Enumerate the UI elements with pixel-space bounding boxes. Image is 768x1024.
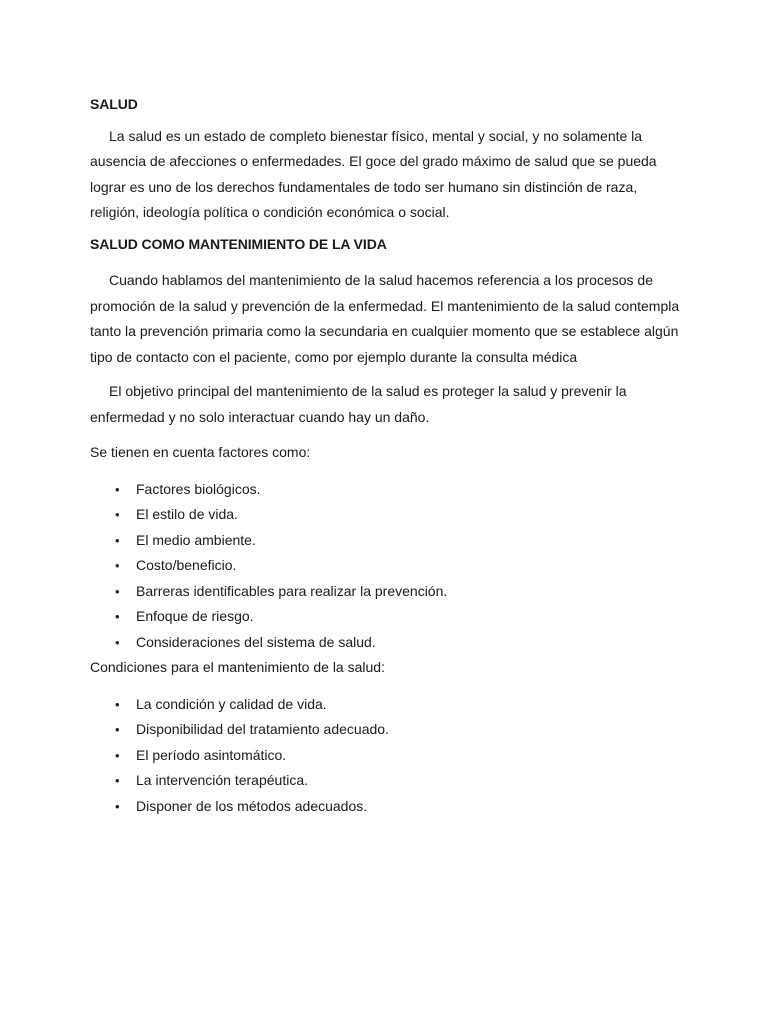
heading-salud: SALUD — [90, 96, 138, 112]
condiciones-intro: Condiciones para el mantenimiento de la salud: — [90, 659, 385, 675]
bullet-icon: • — [115, 722, 120, 737]
list-item: • La intervención terapéutica. — [90, 768, 680, 794]
bullet-icon: • — [115, 609, 120, 624]
bullet-icon: • — [115, 634, 120, 650]
bullet-icon: • — [115, 532, 120, 548]
list-item: • Disponibilidad del tratamiento adecuado. — [90, 717, 680, 743]
list-item: • Disponer de los métodos adecuados. — [90, 794, 680, 820]
factores-list — [90, 477, 680, 656]
paragraph-mantenimiento: Cuando hablamos del mantenimiento de la salud hacemos referencia a los procesos de promoción de la salud y prevención de la enfermedad. El mantenimiento de la salud contempla tanto la prevención primaria como la secundaria en cualquier momento que se establece algún tipo de contacto con el paciente, como por ejemplo durante la consulta médica — [90, 272, 680, 365]
paragraph-salud: La salud es un estado de completo bienestar físico, mental y social, y no solamente la ausencia de afecciones o enfermedades. El goce del grado máximo de salud que se pueda lograr es uno de los derechos fundamentales de todo ser humano sin distinción de raza, religión, ideología política o condición económica o social. — [90, 127, 657, 220]
list-item: • Factores biológicos. — [90, 477, 680, 503]
document-page — [90, 92, 680, 819]
list-item: • Enfoque de riesgo. — [90, 604, 680, 630]
list-item: • La condición y calidad de vida. — [90, 692, 680, 718]
bullet-icon: • — [115, 747, 120, 763]
condiciones-list — [90, 692, 680, 820]
list-item: • Costo/beneficio. — [90, 553, 680, 579]
list-item: • El estilo de vida. — [90, 502, 680, 528]
list-item: • El medio ambiente. — [90, 528, 680, 554]
bullet-icon: • — [115, 481, 120, 497]
list-item: • Consideraciones del sistema de salud. — [90, 630, 680, 656]
list-item: • El período asintomático. — [90, 743, 680, 769]
factores-intro: Se tienen en cuenta factores como: — [90, 444, 311, 460]
bullet-icon: • — [115, 773, 120, 788]
bullet-icon: • — [115, 798, 120, 814]
bullet-icon: • — [115, 696, 120, 712]
bullet-icon: • — [115, 558, 120, 573]
paragraph-objetivo: El objetivo principal del mantenimiento de la salud es proteger la salud y prevenir la enfermedad y no solo interactuar cuando hay un daño. — [90, 383, 627, 425]
list-item: • Barreras identificables para realizar la prevención. — [90, 579, 680, 605]
heading-mantenimiento: SALUD COMO MANTENIMIENTO DE LA VIDA — [90, 235, 387, 252]
bullet-icon: • — [115, 507, 120, 522]
bullet-icon: • — [115, 583, 120, 599]
